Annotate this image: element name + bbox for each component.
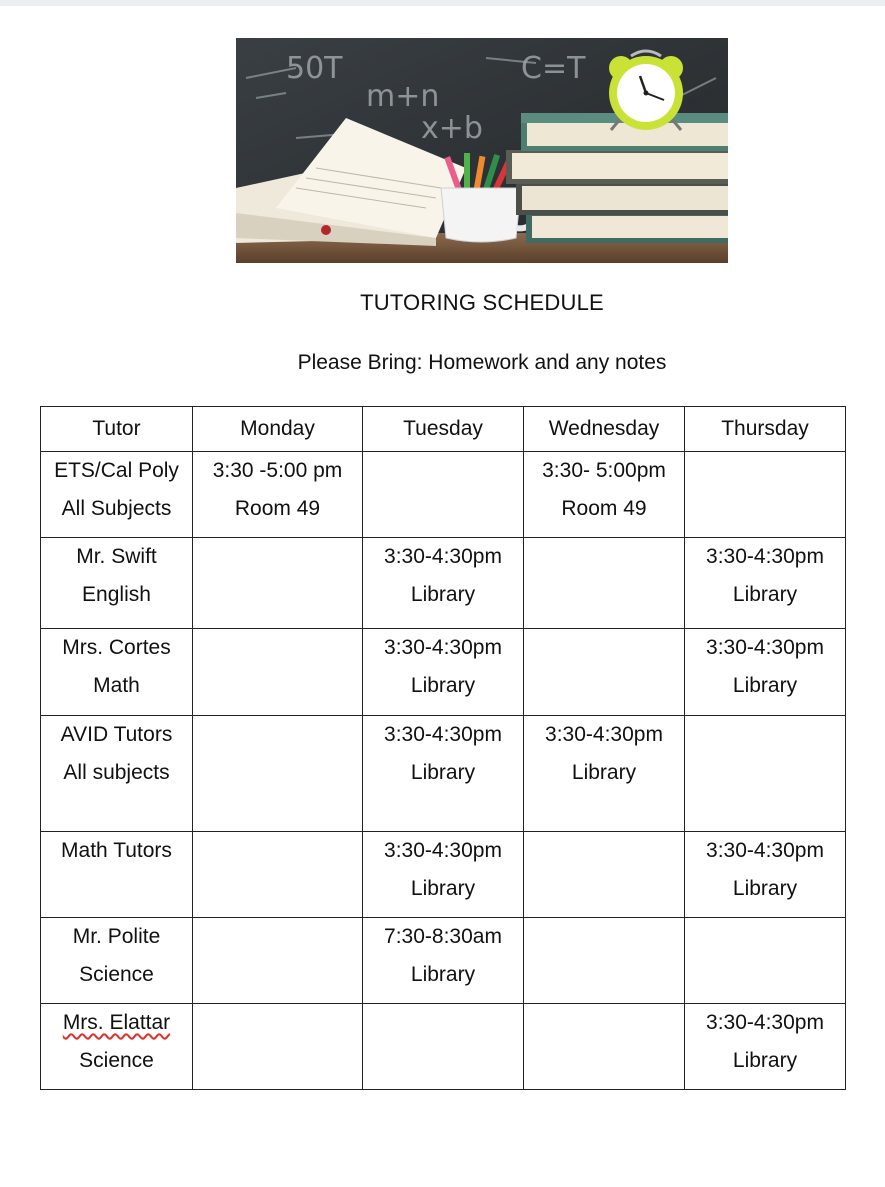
hero-image xyxy=(236,38,728,263)
session-time: 3:30-4:30pm xyxy=(545,723,663,746)
thursday-cell xyxy=(685,832,846,918)
session-location: Library xyxy=(410,583,476,606)
session-time: 3:30-4:30pm xyxy=(706,636,824,659)
session-time: 3:30-4:30pm xyxy=(384,723,502,746)
tutor-name xyxy=(41,1004,192,1042)
session-location: Library xyxy=(732,583,798,606)
wednesday-cell xyxy=(524,832,685,918)
classroom-books-clock-illustration xyxy=(236,38,728,263)
tutor-cell xyxy=(41,452,193,538)
header-tutor: Tutor xyxy=(41,407,193,452)
session-location: Library xyxy=(410,877,476,900)
tuesday-cell xyxy=(363,452,524,538)
table-row xyxy=(41,629,846,716)
tuesday-cell xyxy=(363,832,524,918)
session-location: Library xyxy=(410,674,476,697)
page-title: TUTORING SCHEDULE xyxy=(360,290,604,315)
tuesday-cell xyxy=(363,629,524,716)
session-time: 3:30-4:30pm xyxy=(384,545,502,568)
wednesday-cell xyxy=(524,918,685,1004)
tutor-subject: Science xyxy=(79,1049,154,1072)
session-time: 3:30-4:30pm xyxy=(706,1011,824,1034)
board-scribble: C=T xyxy=(521,51,586,86)
session-location: Room 49 xyxy=(561,497,647,520)
session-location: Library xyxy=(732,1049,798,1072)
monday-cell xyxy=(193,538,363,629)
session-location: Library xyxy=(732,877,798,900)
tutor-cell xyxy=(41,1004,193,1090)
tutor-cell xyxy=(41,918,193,1004)
monday-cell xyxy=(193,918,363,1004)
table-row xyxy=(41,1004,846,1090)
board-scribble: x+b xyxy=(421,111,483,146)
tuesday-cell xyxy=(363,1004,524,1090)
tutor-subject: All subjects xyxy=(63,761,170,784)
tutor-name-text: Mrs. Elattar xyxy=(62,1011,171,1034)
tutor-name: Math Tutors xyxy=(61,839,172,862)
wednesday-cell xyxy=(524,716,685,832)
schedule-table xyxy=(40,406,846,1090)
tutor-name: Mrs. Cortes xyxy=(62,636,171,659)
header-thursday: Thursday xyxy=(685,407,846,452)
monday-cell xyxy=(193,716,363,832)
session-time: 7:30-8:30am xyxy=(384,925,502,948)
header-wednesday: Wednesday xyxy=(524,407,685,452)
top-bar xyxy=(0,0,885,6)
tutor-subject: All Subjects xyxy=(61,497,172,520)
tutor-name: AVID Tutors xyxy=(60,723,173,746)
thursday-cell xyxy=(685,918,846,1004)
tutor-name: ETS/Cal Poly xyxy=(54,459,179,482)
tutor-name: Mr. Swift xyxy=(76,545,157,568)
tuesday-cell xyxy=(363,716,524,832)
table-row xyxy=(41,452,846,538)
session-location: Library xyxy=(410,963,476,986)
wednesday-cell xyxy=(524,629,685,716)
table-row xyxy=(41,918,846,1004)
table-row xyxy=(41,832,846,918)
tutor-name: Mr. Polite xyxy=(72,925,161,948)
table-row xyxy=(41,538,846,629)
session-time: 3:30-4:30pm xyxy=(384,636,502,659)
session-time: 3:30-4:30pm xyxy=(706,839,824,862)
monday-cell xyxy=(193,832,363,918)
session-location: Library xyxy=(732,674,798,697)
tutor-subject: English xyxy=(82,583,151,606)
monday-cell xyxy=(193,1004,363,1090)
tutor-cell xyxy=(41,716,193,832)
monday-cell xyxy=(193,452,363,538)
header-tuesday: Tuesday xyxy=(363,407,524,452)
tutor-cell xyxy=(41,538,193,629)
tuesday-cell xyxy=(363,918,524,1004)
session-location: Room 49 xyxy=(234,497,321,520)
tutor-cell xyxy=(41,832,193,918)
bring-note: Please Bring: Homework and any notes xyxy=(297,351,667,374)
tutor-cell xyxy=(41,629,193,716)
monday-cell xyxy=(193,629,363,716)
tuesday-cell xyxy=(363,538,524,629)
session-time: 3:30-4:30pm xyxy=(384,839,502,862)
tutor-subject: Math xyxy=(93,674,140,697)
session-time: 3:30- 5:00pm xyxy=(542,459,666,482)
session-location: Library xyxy=(410,761,476,784)
table-header-row xyxy=(41,407,846,452)
book-stack xyxy=(506,113,728,243)
session-time: 3:30 -5:00 pm xyxy=(212,459,343,482)
tutor-subject: Science xyxy=(79,963,154,986)
wednesday-cell xyxy=(524,1004,685,1090)
thursday-cell xyxy=(685,629,846,716)
thursday-cell xyxy=(685,452,846,538)
table-row xyxy=(41,716,846,832)
board-scribble: 50T xyxy=(286,51,343,86)
alarm-clock-icon xyxy=(609,51,683,130)
session-time: 3:30-4:30pm xyxy=(706,545,824,568)
thursday-cell xyxy=(685,1004,846,1090)
header-monday: Monday xyxy=(193,407,363,452)
wednesday-cell xyxy=(524,538,685,629)
thursday-cell xyxy=(685,716,846,832)
wednesday-cell xyxy=(524,452,685,538)
session-location: Library xyxy=(571,761,637,784)
board-scribble: m+n xyxy=(366,79,440,114)
thursday-cell xyxy=(685,538,846,629)
